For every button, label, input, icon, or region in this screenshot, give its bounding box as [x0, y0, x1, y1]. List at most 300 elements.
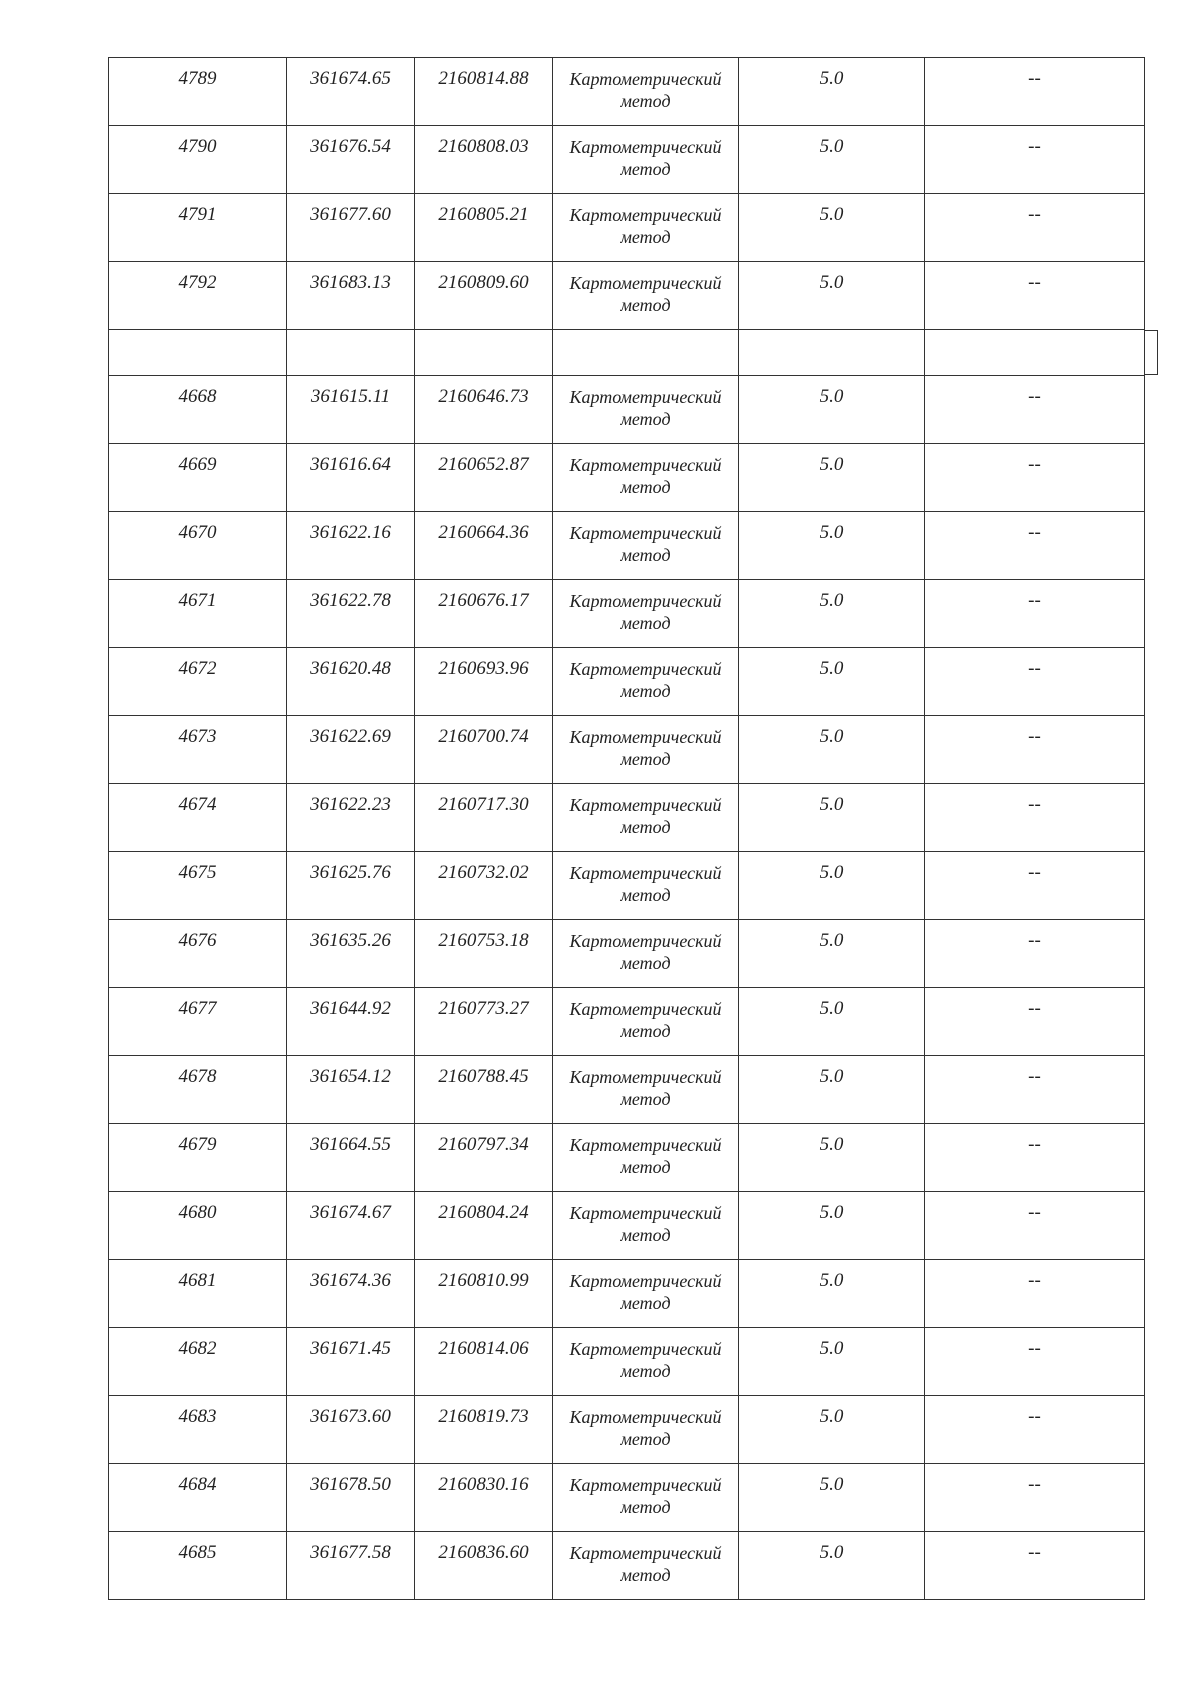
cell-x-coordinate-text: 361677.58: [310, 1542, 391, 1563]
cell-note-text: --: [1028, 1066, 1041, 1087]
method-line-1: Картометрический: [569, 273, 722, 293]
cell-y-coordinate-text: 2160732.02: [438, 862, 529, 883]
method-line-2: метод: [620, 1565, 671, 1585]
cell-precision-text: 5.0: [819, 136, 844, 157]
cell-precision-text: 5.0: [819, 1066, 844, 1087]
cell-x-coordinate-text: 361625.76: [310, 862, 391, 883]
cell-method: [553, 1532, 739, 1600]
cell-method: [553, 920, 739, 988]
table-row: [109, 716, 1145, 784]
cell-note: [925, 988, 1145, 1056]
method-line-1: Картометрический: [569, 1475, 722, 1495]
cell-x-coordinate-text: 361616.64: [310, 454, 391, 475]
method-line-2: метод: [620, 295, 671, 315]
cell-method-text: [553, 1192, 738, 1246]
cell-precision-text: 5.0: [819, 1338, 844, 1359]
cell-point-number-text: 4677: [178, 998, 217, 1019]
cell-y-coordinate-text: 2160808.03: [438, 136, 529, 157]
cell-x-coordinate: [287, 376, 415, 444]
cell-precision-text: 5.0: [819, 726, 844, 747]
cell-precision-text: 5.0: [819, 794, 844, 815]
cell-note: [925, 1396, 1145, 1464]
empty-cell: [739, 330, 925, 376]
cell-note-text: --: [1028, 204, 1041, 225]
cell-point-number-text: 4668: [178, 386, 217, 407]
cell-precision: [739, 1124, 925, 1192]
cell-precision-text: 5.0: [819, 658, 844, 679]
cell-note: [925, 194, 1145, 262]
cell-precision-text: 5.0: [819, 1406, 844, 1427]
cell-y-coordinate: [415, 444, 553, 512]
table-row: [109, 262, 1145, 330]
method-line-2: метод: [620, 885, 671, 905]
cell-point-number: [109, 852, 287, 920]
cell-precision-text: 5.0: [819, 522, 844, 543]
cell-point-number: [109, 1396, 287, 1464]
cell-method: [553, 1464, 739, 1532]
cell-method: [553, 1056, 739, 1124]
cell-note: [925, 580, 1145, 648]
cell-y-coordinate-text: 2160773.27: [438, 998, 529, 1019]
cell-x-coordinate-text: 361674.67: [310, 1202, 391, 1223]
cell-method: [553, 512, 739, 580]
cell-point-number-text: 4670: [178, 522, 217, 543]
method-line-1: Картометрический: [569, 1067, 722, 1087]
cell-point-number-text: 4682: [178, 1338, 217, 1359]
table-gap-row: [109, 330, 1145, 376]
cell-method-text: [553, 512, 738, 566]
cell-note: [925, 1192, 1145, 1260]
cell-x-coordinate-text: 361620.48: [310, 658, 391, 679]
cell-precision: [739, 580, 925, 648]
cell-precision: [739, 126, 925, 194]
method-line-2: метод: [620, 1361, 671, 1381]
method-line-2: метод: [620, 681, 671, 701]
cell-note: [925, 648, 1145, 716]
method-line-1: Картометрический: [569, 387, 722, 407]
cell-note-text: --: [1028, 658, 1041, 679]
cell-method: [553, 262, 739, 330]
cell-note-text: --: [1028, 1338, 1041, 1359]
method-line-2: метод: [620, 613, 671, 633]
cell-y-coordinate-text: 2160664.36: [438, 522, 529, 543]
cell-note: [925, 1260, 1145, 1328]
cell-x-coordinate-text: 361676.54: [310, 136, 391, 157]
table-row: [109, 194, 1145, 262]
table-row: [109, 784, 1145, 852]
table-row: [109, 580, 1145, 648]
cell-note: [925, 58, 1145, 126]
cell-x-coordinate: [287, 580, 415, 648]
cell-method: [553, 126, 739, 194]
cell-point-number-text: 4674: [178, 794, 217, 815]
cell-method-text: [553, 1124, 738, 1178]
cell-point-number: [109, 716, 287, 784]
cell-precision-text: 5.0: [819, 998, 844, 1019]
method-line-2: метод: [620, 1429, 671, 1449]
cell-x-coordinate-text: 361673.60: [310, 1406, 391, 1427]
cell-method: [553, 1192, 739, 1260]
cell-method: [553, 444, 739, 512]
table-row: [109, 376, 1145, 444]
method-line-1: Картометрический: [569, 1203, 722, 1223]
cell-x-coordinate: [287, 648, 415, 716]
empty-cell: [553, 330, 739, 376]
cell-note-text: --: [1028, 272, 1041, 293]
cell-y-coordinate-text: 2160797.34: [438, 1134, 529, 1155]
cell-method-text: [553, 194, 738, 248]
table-row: [109, 444, 1145, 512]
cell-method-text: [553, 1464, 738, 1518]
cell-method: [553, 1124, 739, 1192]
table-row: [109, 1464, 1145, 1532]
cell-x-coordinate-text: 361622.78: [310, 590, 391, 611]
cell-point-number: [109, 1056, 287, 1124]
cell-precision: [739, 58, 925, 126]
cell-precision: [739, 444, 925, 512]
cell-x-coordinate: [287, 194, 415, 262]
cell-x-coordinate-text: 361635.26: [310, 930, 391, 951]
table-row: [109, 1328, 1145, 1396]
method-line-1: Картометрический: [569, 999, 722, 1019]
cell-y-coordinate: [415, 376, 553, 444]
table-row: [109, 852, 1145, 920]
cell-method-text: [553, 580, 738, 634]
cell-y-coordinate-text: 2160819.73: [438, 1406, 529, 1427]
cell-x-coordinate: [287, 988, 415, 1056]
cell-y-coordinate: [415, 58, 553, 126]
table-row: [109, 512, 1145, 580]
method-line-1: Картометрический: [569, 795, 722, 815]
cell-point-number-text: 4683: [178, 1406, 217, 1427]
table-row: [109, 920, 1145, 988]
table-row: [109, 1056, 1145, 1124]
cell-y-coordinate: [415, 580, 553, 648]
method-line-1: Картометрический: [569, 523, 722, 543]
cell-method-text: [553, 920, 738, 974]
cell-method: [553, 1396, 739, 1464]
cell-precision-text: 5.0: [819, 1270, 844, 1291]
cell-y-coordinate-text: 2160788.45: [438, 1066, 529, 1087]
method-line-1: Картометрический: [569, 1407, 722, 1427]
cell-x-coordinate: [287, 1056, 415, 1124]
cell-x-coordinate-text: 361677.60: [310, 204, 391, 225]
table-row: [109, 1124, 1145, 1192]
cell-y-coordinate: [415, 1192, 553, 1260]
cell-point-number-text: 4679: [178, 1134, 217, 1155]
cell-note-text: --: [1028, 1202, 1041, 1223]
cell-point-number: [109, 1464, 287, 1532]
cell-precision: [739, 784, 925, 852]
cell-x-coordinate: [287, 920, 415, 988]
cell-x-coordinate-text: 361615.11: [310, 386, 391, 407]
method-line-2: метод: [620, 1157, 671, 1177]
cell-point-number-text: 4675: [178, 862, 217, 883]
method-line-1: Картометрический: [569, 931, 722, 951]
method-line-1: Картометрический: [569, 137, 722, 157]
cell-method: [553, 988, 739, 1056]
cell-note-text: --: [1028, 590, 1041, 611]
cell-x-coordinate: [287, 1124, 415, 1192]
cell-y-coordinate: [415, 1124, 553, 1192]
cell-y-coordinate-text: 2160814.06: [438, 1338, 529, 1359]
cell-y-coordinate: [415, 716, 553, 784]
cell-method: [553, 784, 739, 852]
method-line-2: метод: [620, 545, 671, 565]
cell-point-number: [109, 988, 287, 1056]
cell-point-number: [109, 1260, 287, 1328]
cell-method-text: [553, 988, 738, 1042]
cell-point-number: [109, 1532, 287, 1600]
cell-x-coordinate-text: 361674.65: [310, 68, 391, 89]
cell-y-coordinate-text: 2160804.24: [438, 1202, 529, 1223]
cell-point-number-text: 4669: [178, 454, 217, 475]
cell-precision-text: 5.0: [819, 590, 844, 611]
method-line-2: метод: [620, 953, 671, 973]
cell-y-coordinate-text: 2160676.17: [438, 590, 529, 611]
cell-x-coordinate-text: 361671.45: [310, 1338, 391, 1359]
method-line-1: Картометрический: [569, 1271, 722, 1291]
cell-x-coordinate-text: 361622.69: [310, 726, 391, 747]
empty-cell: [415, 330, 553, 376]
cell-point-number: [109, 648, 287, 716]
table-row: [109, 1532, 1145, 1600]
cell-x-coordinate-text: 361644.92: [310, 998, 391, 1019]
cell-method: [553, 376, 739, 444]
cell-point-number: [109, 920, 287, 988]
method-line-1: Картометрический: [569, 1339, 722, 1359]
method-line-1: Картометрический: [569, 863, 722, 883]
cell-note-text: --: [1028, 726, 1041, 747]
cell-note-text: --: [1028, 1542, 1041, 1563]
cell-point-number-text: 4681: [178, 1270, 217, 1291]
cell-note-text: --: [1028, 930, 1041, 951]
cell-note-text: --: [1028, 998, 1041, 1019]
table-row: [109, 988, 1145, 1056]
cell-method-text: [553, 784, 738, 838]
cell-precision-text: 5.0: [819, 454, 844, 475]
cell-note: [925, 920, 1145, 988]
cell-method: [553, 852, 739, 920]
cell-y-coordinate-text: 2160717.30: [438, 794, 529, 815]
cell-note: [925, 376, 1145, 444]
cell-x-coordinate-text: 361622.23: [310, 794, 391, 815]
cell-point-number-text: 4672: [178, 658, 217, 679]
cell-note-text: --: [1028, 386, 1041, 407]
cell-point-number-text: 4685: [178, 1542, 217, 1563]
cell-precision-text: 5.0: [819, 862, 844, 883]
method-line-2: метод: [620, 1225, 671, 1245]
cell-y-coordinate: [415, 194, 553, 262]
method-line-1: Картометрический: [569, 591, 722, 611]
cell-y-coordinate: [415, 852, 553, 920]
cell-y-coordinate: [415, 126, 553, 194]
table-row: [109, 1260, 1145, 1328]
cell-y-coordinate: [415, 1532, 553, 1600]
cell-y-coordinate: [415, 784, 553, 852]
cell-precision: [739, 1192, 925, 1260]
cell-precision-text: 5.0: [819, 204, 844, 225]
cell-y-coordinate: [415, 1464, 553, 1532]
cell-method-text: [553, 716, 738, 770]
cell-precision: [739, 988, 925, 1056]
cell-precision-text: 5.0: [819, 1134, 844, 1155]
method-line-2: метод: [620, 749, 671, 769]
method-line-1: Картометрический: [569, 205, 722, 225]
cell-note-text: --: [1028, 1474, 1041, 1495]
cell-x-coordinate: [287, 1192, 415, 1260]
cell-precision: [739, 920, 925, 988]
cell-method-text: [553, 648, 738, 702]
cell-point-number: [109, 262, 287, 330]
cell-method-text: [553, 1532, 738, 1586]
cell-precision: [739, 262, 925, 330]
cell-y-coordinate-text: 2160646.73: [438, 386, 529, 407]
cell-x-coordinate: [287, 1532, 415, 1600]
cell-x-coordinate-text: 361674.36: [310, 1270, 391, 1291]
table-row: [109, 58, 1145, 126]
coordinates-table: [108, 57, 1145, 1600]
cell-y-coordinate: [415, 988, 553, 1056]
cell-x-coordinate: [287, 716, 415, 784]
cell-point-number-text: 4791: [178, 204, 217, 225]
cell-precision: [739, 1056, 925, 1124]
cell-note: [925, 1532, 1145, 1600]
cell-note: [925, 1464, 1145, 1532]
cell-note-text: --: [1028, 68, 1041, 89]
cell-method-text: [553, 376, 738, 430]
cell-note: [925, 512, 1145, 580]
cell-note-text: --: [1028, 1270, 1041, 1291]
method-line-2: метод: [620, 477, 671, 497]
method-line-1: Картометрический: [569, 1135, 722, 1155]
cell-method: [553, 194, 739, 262]
cell-point-number: [109, 512, 287, 580]
cell-precision-text: 5.0: [819, 930, 844, 951]
cell-note: [925, 1328, 1145, 1396]
cell-y-coordinate: [415, 1056, 553, 1124]
method-line-1: Картометрический: [569, 455, 722, 475]
cell-method: [553, 716, 739, 784]
table-gap-row-extension: [1144, 330, 1158, 375]
cell-note: [925, 444, 1145, 512]
method-line-2: метод: [620, 817, 671, 837]
cell-y-coordinate-text: 2160693.96: [438, 658, 529, 679]
cell-precision: [739, 648, 925, 716]
method-line-1: Картометрический: [569, 727, 722, 747]
method-line-2: метод: [620, 1089, 671, 1109]
cell-method-text: [553, 1260, 738, 1314]
cell-note-text: --: [1028, 136, 1041, 157]
cell-precision-text: 5.0: [819, 272, 844, 293]
cell-note-text: --: [1028, 1134, 1041, 1155]
cell-point-number: [109, 444, 287, 512]
cell-method-text: [553, 126, 738, 180]
method-line-2: метод: [620, 409, 671, 429]
method-line-1: Картометрический: [569, 69, 722, 89]
method-line-1: Картометрический: [569, 659, 722, 679]
cell-y-coordinate-text: 2160830.16: [438, 1474, 529, 1495]
cell-y-coordinate: [415, 1328, 553, 1396]
table-row: [109, 1192, 1145, 1260]
cell-precision-text: 5.0: [819, 1202, 844, 1223]
cell-x-coordinate-text: 361683.13: [310, 272, 391, 293]
table-row: [109, 126, 1145, 194]
empty-cell: [287, 330, 415, 376]
empty-cell: [925, 330, 1145, 376]
cell-y-coordinate: [415, 1396, 553, 1464]
cell-point-number: [109, 1192, 287, 1260]
method-line-2: метод: [620, 1021, 671, 1041]
cell-method: [553, 1260, 739, 1328]
coordinates-table-body: [109, 58, 1145, 1600]
cell-point-number-text: 4789: [178, 68, 217, 89]
cell-note: [925, 716, 1145, 784]
method-line-2: метод: [620, 1497, 671, 1517]
cell-x-coordinate: [287, 1464, 415, 1532]
cell-note-text: --: [1028, 794, 1041, 815]
cell-note: [925, 852, 1145, 920]
cell-y-coordinate-text: 2160809.60: [438, 272, 529, 293]
cell-precision: [739, 512, 925, 580]
cell-method-text: [553, 852, 738, 906]
cell-y-coordinate: [415, 262, 553, 330]
cell-method-text: [553, 1396, 738, 1450]
cell-point-number-text: 4792: [178, 272, 217, 293]
cell-point-number-text: 4684: [178, 1474, 217, 1495]
cell-precision: [739, 716, 925, 784]
cell-point-number: [109, 1124, 287, 1192]
cell-note-text: --: [1028, 1406, 1041, 1427]
cell-x-coordinate: [287, 1260, 415, 1328]
cell-y-coordinate-text: 2160753.18: [438, 930, 529, 951]
cell-x-coordinate: [287, 262, 415, 330]
cell-point-number: [109, 580, 287, 648]
table-row: [109, 1396, 1145, 1464]
cell-point-number: [109, 376, 287, 444]
cell-y-coordinate-text: 2160652.87: [438, 454, 529, 475]
cell-note: [925, 1056, 1145, 1124]
cell-x-coordinate: [287, 1328, 415, 1396]
cell-point-number: [109, 194, 287, 262]
cell-y-coordinate: [415, 648, 553, 716]
cell-point-number-text: 4790: [178, 136, 217, 157]
cell-precision: [739, 1328, 925, 1396]
cell-method-text: [553, 58, 738, 112]
cell-precision: [739, 1396, 925, 1464]
cell-x-coordinate: [287, 784, 415, 852]
cell-x-coordinate: [287, 444, 415, 512]
cell-point-number: [109, 126, 287, 194]
cell-method: [553, 1328, 739, 1396]
table-row: [109, 648, 1145, 716]
cell-method-text: [553, 444, 738, 498]
cell-precision: [739, 376, 925, 444]
cell-precision: [739, 852, 925, 920]
cell-point-number: [109, 1328, 287, 1396]
cell-note-text: --: [1028, 522, 1041, 543]
cell-point-number-text: 4673: [178, 726, 217, 747]
cell-precision-text: 5.0: [819, 1542, 844, 1563]
cell-y-coordinate: [415, 1260, 553, 1328]
cell-x-coordinate: [287, 512, 415, 580]
cell-note: [925, 784, 1145, 852]
cell-note: [925, 126, 1145, 194]
cell-point-number-text: 4671: [178, 590, 217, 611]
cell-precision: [739, 1260, 925, 1328]
cell-point-number-text: 4678: [178, 1066, 217, 1087]
cell-y-coordinate-text: 2160700.74: [438, 726, 529, 747]
